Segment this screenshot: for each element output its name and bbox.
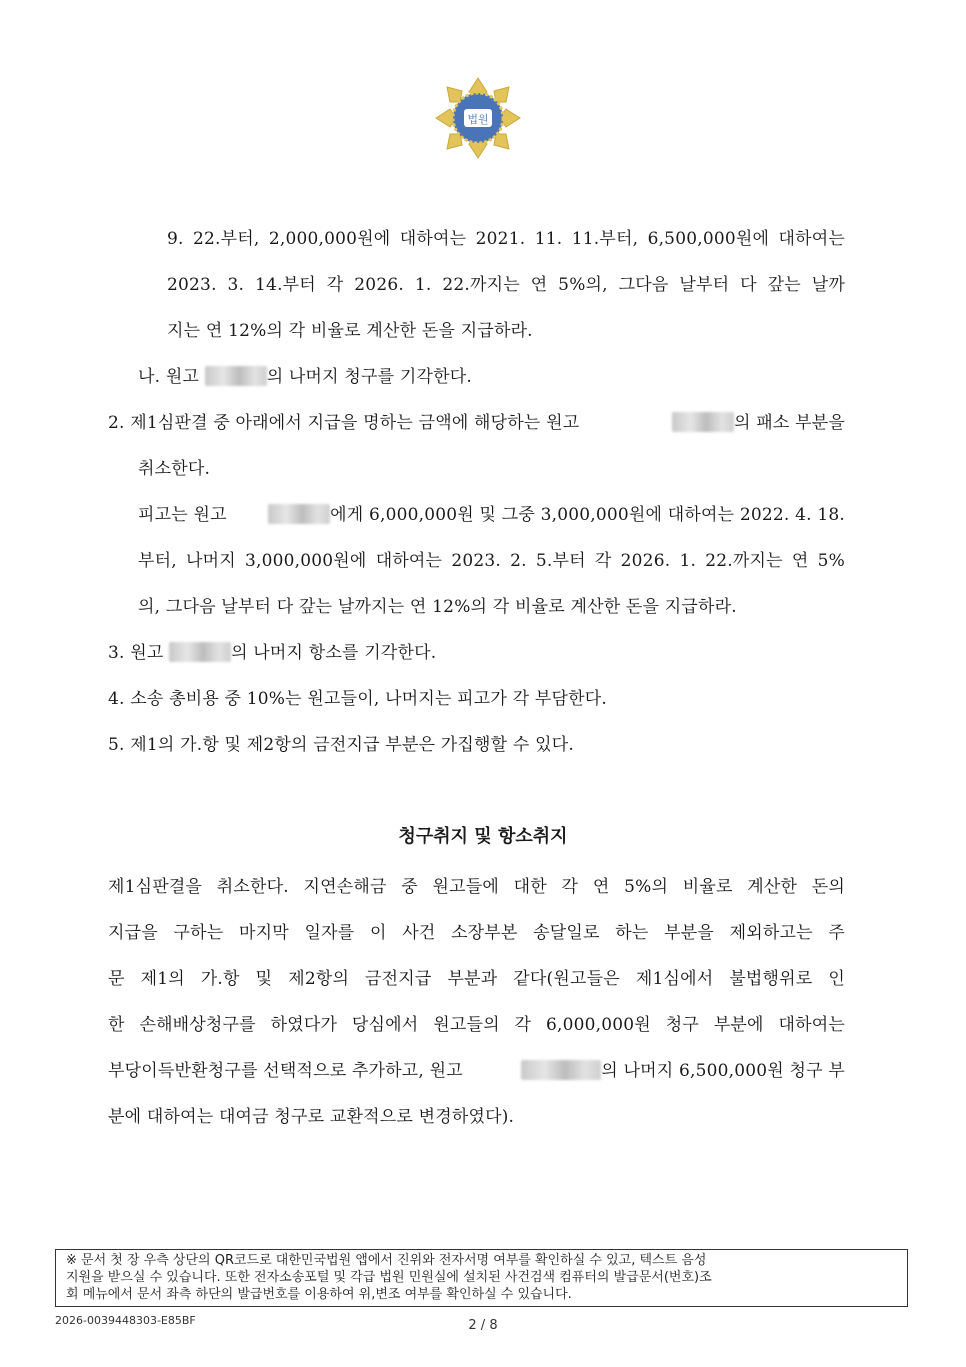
section-heading: 청구취지 및 항소취지: [398, 826, 568, 847]
court-seal-icon: [433, 76, 523, 160]
body-line-5-post: 의 패소 부분을: [734, 413, 845, 433]
page-number: 2 / 8: [468, 1318, 498, 1333]
body-line-1: 9. 22.부터, 2,000,000원에 대하여는 2021. 11. 11.부터, 6,500,000원에 대하여는: [167, 229, 845, 249]
body-line-4-pre: 나. 원고: [138, 367, 200, 387]
body-line-10-post: 의 나머지 항소를 기각한다.: [231, 643, 437, 663]
section-line-3: 문 제1의 가.항 및 제2항의 금전지급 부분과 같다(원고들은 제1심에서 불법행위로 인: [108, 969, 845, 989]
body-line-7-post: 에게 6,000,000원 및 그중 3,000,000원에 대하여는 2022. 4. 18.: [330, 505, 845, 525]
section-line-5-post: 의 나머지 6,500,000원 청구 부: [601, 1061, 845, 1081]
body-line-10: [108, 642, 436, 664]
notice-line-1: ※ 문서 첫 장 우측 상단의 QR코드로 대한민국법원 앱에서 진위와 전자서명 여부를 확인하실 수 있고, 텍스트 음성: [66, 1253, 707, 1268]
notice-line-2: 지원을 받으실 수 있습니다. 또한 전자소송포털 및 각급 법원 민원실에 설치된 사건검색 컴퓨터의 발급문서(번호)조: [66, 1270, 712, 1285]
section-line-1: 제1심판결을 취소한다. 지연손해금 중 원고들에 대한 각 연 5%의 비율로 계산한 돈의: [108, 877, 845, 897]
redacted-name: [268, 504, 330, 524]
body-line-7-pre: 피고는 원고: [138, 505, 227, 525]
body-line-3: 지는 연 12%의 각 비율로 계산한 돈을 지급하라.: [167, 321, 533, 341]
section-line-2: 지급을 구하는 마지막 일자를 이 사건 소장부본 송달일로 하는 부분을 제외하고는 주: [108, 923, 845, 943]
redacted-name: [169, 642, 231, 662]
body-line-6: 취소한다.: [138, 459, 211, 479]
redacted-name: [521, 1060, 601, 1080]
section-line-5-pre: 부당이득반환청구를 선택적으로 추가하고, 원고: [108, 1061, 463, 1081]
body-line-4-post: 의 나머지 청구를 기각한다.: [266, 367, 472, 387]
body-line-5-pre: 2. 제1심판결 중 아래에서 지급을 명하는 금액에 해당하는 원고: [108, 413, 580, 433]
section-line-4: 한 손해배상청구를 하였다가 당심에서 원고들의 각 6,000,000원 청구 부분에 대하여는: [108, 1015, 845, 1035]
redacted-name: [672, 412, 734, 432]
seal-label: 법원: [467, 113, 489, 126]
body-line-9: 의, 그다음 날부터 다 갚는 날까지는 연 12%의 각 비율로 계산한 돈을 지급하라.: [138, 597, 737, 617]
section-line-6: 분에 대하여는 대여금 청구로 교환적으로 변경하였다).: [108, 1107, 515, 1127]
body-line-5: [108, 412, 845, 434]
body-line-11: 4. 소송 총비용 중 10%는 원고들이, 나머지는 피고가 각 부담한다.: [108, 689, 607, 709]
body-line-10-pre: 3. 원고: [108, 643, 164, 663]
section-line-5: [108, 1060, 845, 1082]
body-line-2: 2023. 3. 14.부터 각 2026. 1. 22.까지는 연 5%의, 그다음 날부터 다 갚는 날까: [167, 275, 845, 295]
body-line-7: [138, 504, 845, 526]
body-line-8: 부터, 나머지 3,000,000원에 대하여는 2023. 2. 5.부터 각 2026. 1. 22.까지는 연 5%: [138, 551, 845, 571]
verification-notice: [55, 1249, 908, 1307]
body-line-4: [138, 366, 472, 388]
redacted-name: [205, 366, 267, 386]
notice-line-3: 회 메뉴에서 문서 좌측 하단의 발급번호를 이용하여 위,변조 여부를 확인하실 수 있습니다.: [66, 1287, 572, 1302]
issue-number: 2026-0039448303-E85BF: [55, 1314, 196, 1327]
body-line-12: 5. 제1의 가.항 및 제2항의 금전지급 부분은 가집행할 수 있다.: [108, 735, 574, 755]
